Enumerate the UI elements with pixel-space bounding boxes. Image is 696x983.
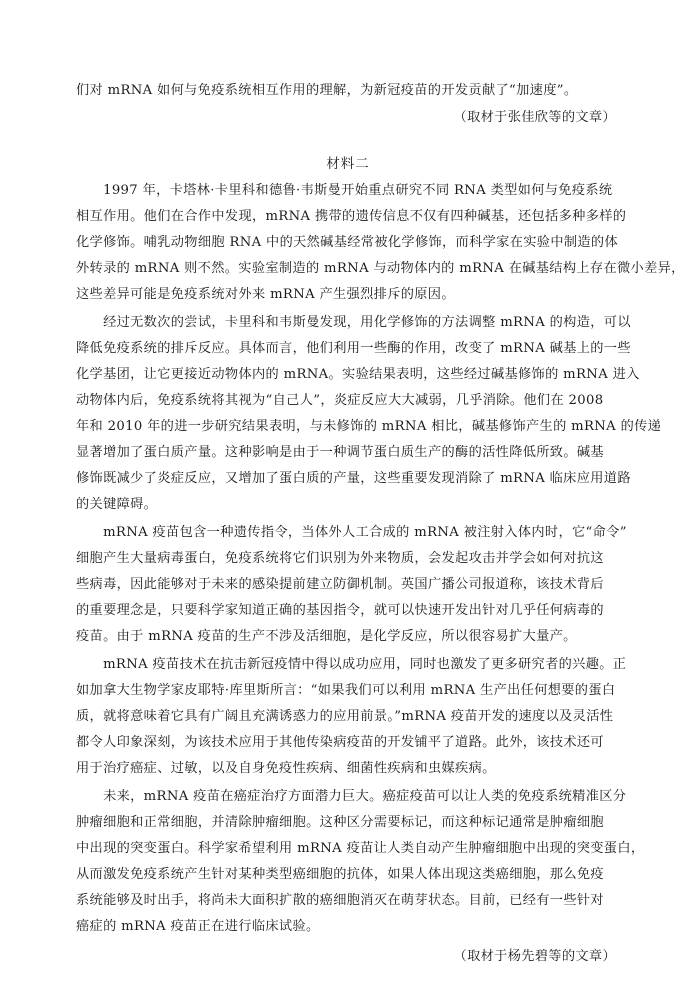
paragraph-5-line: 从而激发免疫系统产生针对某种类型癌细胞的抗体，如果人体出现这类癌细胞，那么免疫	[76, 867, 604, 882]
paragraph-2-line: 动物体内后，免疫系统将其视为“自己人”，炎症反应大大减弱，几乎消除。他们在 2008	[76, 393, 604, 408]
paragraph-4-line: 用于治疗癌症、过敏，以及自身免疫性疾病、细菌性疾病和虫媒疾病。	[76, 761, 496, 776]
paragraph-1-line: 这些差异可能是免疫系统对外来 mRNA 产生强烈排斥的原因。	[76, 287, 455, 302]
paragraph-2-line: 的关键障碍。	[76, 497, 158, 512]
source-citation-2: （取材于杨先碧等的文章）	[453, 949, 616, 964]
paragraph-2-line: 降低免疫系统的排斥反应。具体而言，他们利用一些酶的作用，改变了 mRNA 碱基上的一些	[76, 341, 631, 356]
paragraph-1-line: 化学修饰。哺乳动物细胞 RNA 中的天然碱基经常被化学修饰，而科学家在实验中制造的体	[76, 235, 619, 250]
paragraph-3-line: mRNA 疫苗包含一种遗传指令，当体外人工合成的 mRNA 被注射入体内时，它“命令”	[76, 525, 627, 540]
paragraph-2-line: 显著增加了蛋白质产量。这种影响是由于一种调节蛋白质生产的酶的活性降低所致。碱基	[76, 445, 604, 460]
paragraph-1-line: 外转录的 mRNA 则不然。实验室制造的 mRNA 与动物体内的 mRNA 在碱基结构上存在微小差异，	[76, 261, 685, 276]
paragraph-2-line: 经过无数次的尝试，卡里科和韦斯曼发现，用化学修饰的方法调整 mRNA 的构造，可以	[76, 315, 631, 330]
paragraph-5-line: 癌症的 mRNA 疫苗正在进行临床试验。	[76, 919, 320, 934]
source-citation-1: （取材于张佳欣等的文章）	[453, 110, 616, 125]
intro-line: 们对 mRNA 如何与免疫系统相互作用的理解，为新冠疫苗的开发贡献了“加速度”。	[76, 83, 578, 98]
paragraph-4-line: 都令人印象深刻，为该技术应用于其他传染病疫苗的开发铺平了道路。此外，该技术还可	[76, 735, 604, 750]
paragraph-2-line: 修饰既减少了炎症反应，又增加了蛋白质的产量，这些重要发现消除了 mRNA 临床应用道路	[76, 471, 631, 486]
paragraph-4-line: mRNA 疫苗技术在抗击新冠疫情中得以成功应用，同时也激发了更多研究者的兴趣。正	[76, 657, 627, 672]
paragraph-1-line: 相互作用。他们在合作中发现，mRNA 携带的遗传信息不仅有四种碱基，还包括多种多样的	[76, 209, 627, 224]
paragraph-3-line: 疫苗。由于 mRNA 疫苗的生产不涉及活细胞，是化学反应，所以很容易扩大量产。	[76, 629, 577, 644]
section-title: 材料二	[326, 156, 370, 172]
paragraph-5-line: 中出现的突变蛋白。科学家希望利用 mRNA 疫苗让人类自动产生肿瘤细胞中出现的突变蛋白，	[76, 841, 645, 856]
paragraph-2-line: 化学基团，让它更接近动物体内的 mRNA。实验结果表明，这些经过碱基修饰的 mRNA 进入	[76, 367, 640, 382]
paragraph-2-line: 年和 2010 年的进一步研究结果表明，与未修饰的 mRNA 相比，碱基修饰产生的 mRNA 的传递	[76, 419, 662, 434]
paragraph-3-line: 细胞产生大量病毒蛋白，免疫系统将它们识别为外来物质，会发起攻击并学会如何对抗这	[76, 551, 604, 566]
paragraph-5-line: 系统能够及时出手，将尚未大面积扩散的癌细胞消灭在萌芽状态。目前，已经有一些针对	[76, 893, 604, 908]
paragraph-4-line: 如加拿大生物学家皮耶特·库里斯所言：“如果我们可以利用 mRNA 生产出任何想要的蛋白	[76, 683, 616, 698]
paragraph-4-line: 质，就将意味着它具有广阔且充满诱惑力的应用前景。”mRNA 疫苗开发的速度以及灵活性	[76, 709, 614, 724]
paragraph-3-line: 的重要理念是，只要科学家知道正确的基因指令，就可以快速开发出针对几乎任何病毒的	[76, 603, 604, 618]
paragraph-5-line: 肿瘤细胞和正常细胞，并清除肿瘤细胞。这种区分需要标记，而这种标记通常是肿瘤细胞	[76, 815, 604, 830]
paragraph-5-line: 未来，mRNA 疫苗在癌症治疗方面潜力巨大。癌症疫苗可以让人类的免疫系统精准区分	[76, 789, 627, 804]
paragraph-3-line: 些病毒，因此能够对于未来的感染提前建立防御机制。英国广播公司报道称，该技术背后	[76, 577, 604, 592]
paragraph-1-line: 1997 年，卡塔林·卡里科和德鲁·韦斯曼开始重点研究不同 RNA 类型如何与免疫系统	[76, 183, 613, 198]
